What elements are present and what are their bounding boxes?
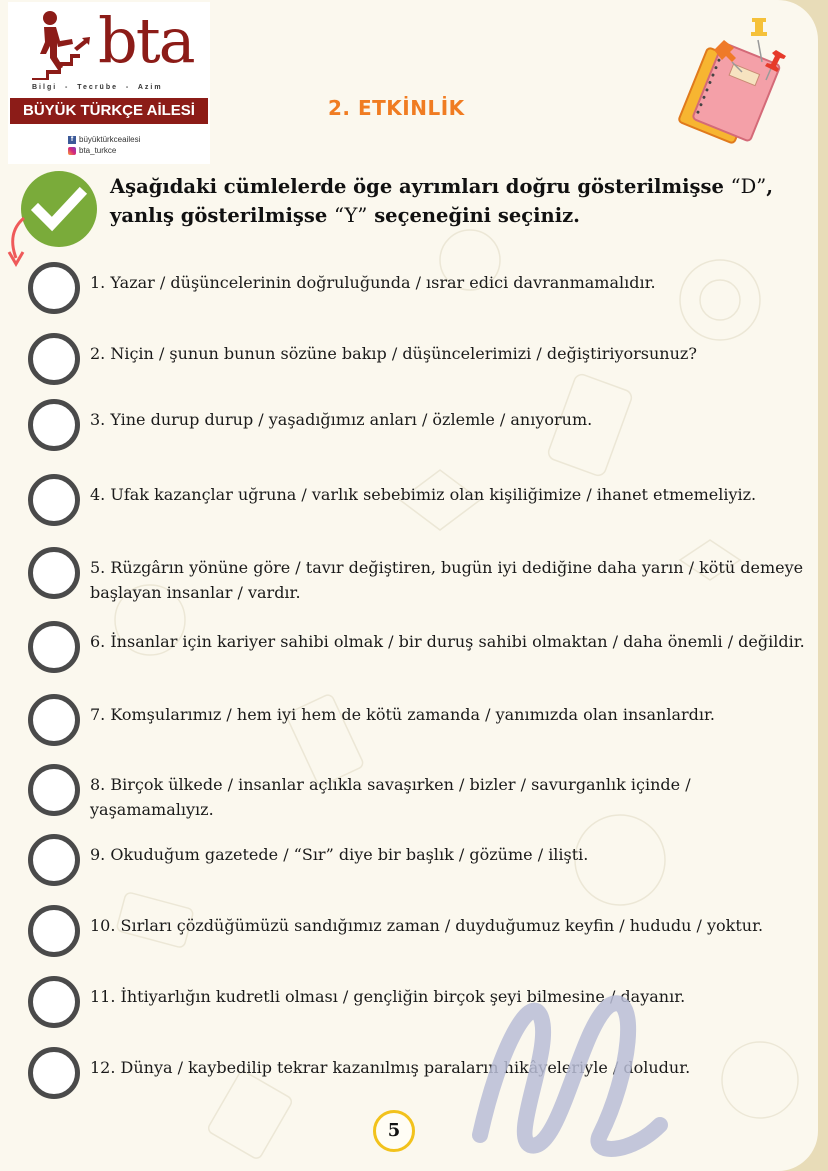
question-text: 4. Ufak kazançlar uğruna / varlık sebebimiz olan kişiliğimize / ihanet etmemeliyiz. [90, 485, 757, 504]
climbing-person-icon [30, 8, 100, 80]
answer-circle[interactable] [28, 399, 80, 451]
question-text: 6. İnsanlar için kariyer sahibi olmak / bir duruş sahibi olmaktan / daha önemli / değildir. [90, 632, 805, 651]
answer-circle[interactable] [28, 547, 80, 599]
answer-circle[interactable] [28, 474, 80, 526]
answer-circle[interactable] [28, 764, 80, 816]
answer-circle[interactable] [28, 834, 80, 886]
facebook-icon: f [68, 136, 76, 144]
question-text: 7. Komşularımız / hem iyi hem de kötü zamanda / yanımızda olan insanlardır. [90, 705, 715, 724]
question-text: 1. Yazar / düşüncelerinin doğruluğunda / ısrar edici davranmamalıdır. [90, 273, 656, 292]
question-text: 10. Sırları çözdüğümüzü sandığımız zaman / duyduğumuz keyfin / hududu / yoktur. [90, 916, 764, 935]
question-text: 2. Niçin / şunun bunun sözüne bakıp / düşüncelerimizi / değiştiriyorsunuz? [90, 344, 697, 363]
question-text: 9. Okuduğum gazetede / “Sır” diye bir başlık / gözüme / ilişti. [90, 845, 589, 864]
logo-motto: Bilgi - Tecrübe - Azim [32, 84, 163, 91]
social-links [68, 134, 140, 156]
instagram-link[interactable] [68, 145, 140, 156]
facebook-link[interactable] [68, 134, 140, 145]
facebook-handle: büyüktürkceailesi [79, 135, 141, 144]
answer-circle[interactable] [28, 905, 80, 957]
page-number: 5 [373, 1110, 415, 1152]
answer-circle[interactable] [28, 1047, 80, 1099]
bta-logo [8, 2, 210, 164]
question-text: 8. Birçok ülkede / insanlar açlıkla savaşırken / bizler / savurganlık içinde / yaşamamalıyız. [90, 775, 691, 819]
answer-circle[interactable] [28, 621, 80, 673]
instruction-part: seçeneğini seçiniz. [367, 204, 580, 227]
notebook-pins-illustration [672, 10, 792, 150]
logo-mark [30, 4, 194, 78]
logo-banner: BÜYÜK TÜRKÇE AİLESİ [10, 98, 208, 124]
logo-wordmark: bta [98, 4, 194, 77]
activity-title: 2. ETKİNLİK [328, 96, 465, 120]
instruction-part: Aşağıdaki cümlelerde öge ayrımları doğru gösterilmişse [110, 175, 731, 198]
instruction-d-label: “D” [730, 175, 767, 198]
question-text: 3. Yine durup durup / yaşadığımız anları / özlemle / anıyorum. [90, 410, 593, 429]
answer-circle[interactable] [28, 976, 80, 1028]
answer-circle[interactable] [28, 694, 80, 746]
instruction-text [110, 172, 820, 230]
answer-circle[interactable] [28, 333, 80, 385]
answer-circle[interactable] [28, 262, 80, 314]
instruction-y-label: “Y” [334, 204, 368, 227]
question-text: 11. İhtiyarlığın kudretli olması / gençliğin birçok şeyi bilmesine / dayanır. [90, 987, 686, 1006]
question-text: 5. Rüzgârın yönüne göre / tavır değiştiren, bugün iyi dediğine daha yarın / kötü demeye başlayan insanlar / vardır. [90, 558, 804, 602]
instagram-icon [68, 147, 76, 155]
instagram-handle: bta_turkce [79, 146, 117, 155]
instruction-part: , yanlış gösterilmişse [110, 175, 774, 227]
question-text: 12. Dünya / kaybedilip tekrar kazanılmış paraların hikâyeleriyle / doludur. [90, 1058, 691, 1077]
